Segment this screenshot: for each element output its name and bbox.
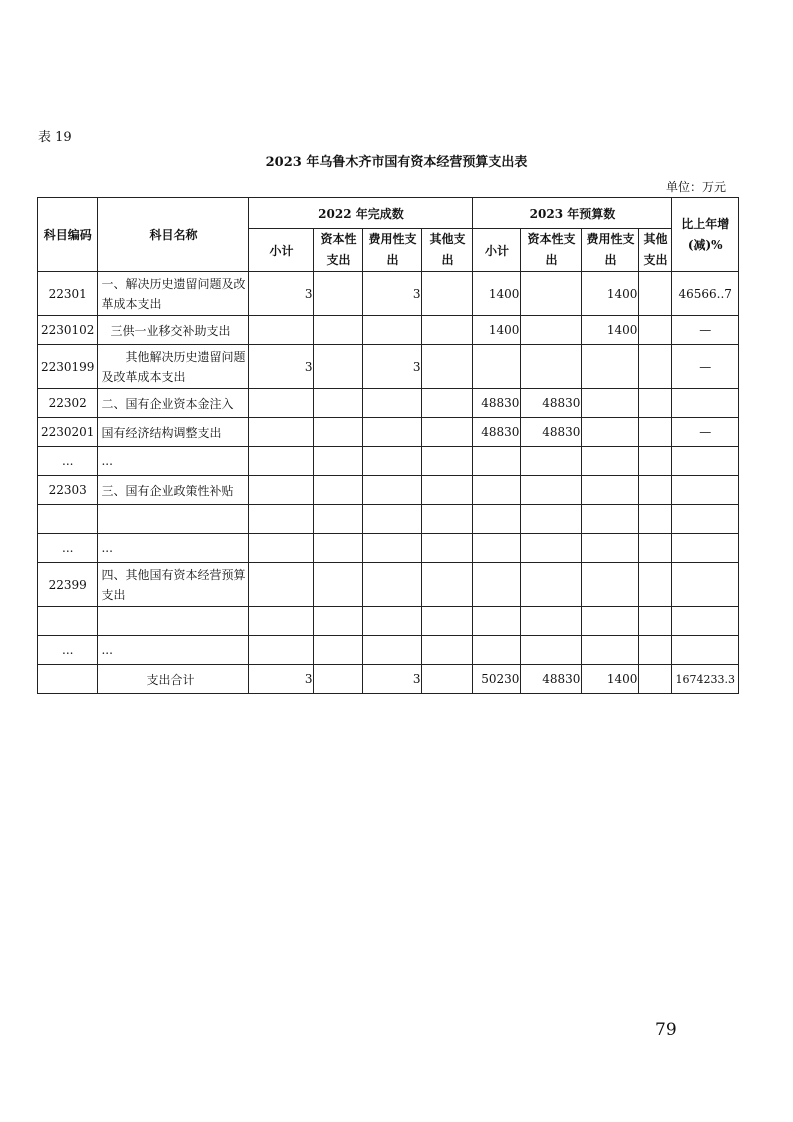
row-name: 三、国有企业政策性补贴 [98,476,249,505]
cell-2023-capital: 48830 [521,418,582,447]
cell-2022-total [249,534,314,563]
cell-change: — [672,418,739,447]
cell-2022-capital [314,505,363,534]
table-row [38,345,739,389]
table-label: 表 19 [38,130,72,145]
cell-2023-total: 1400 [473,316,521,345]
cell-2023-total [473,505,521,534]
cell-2023-capital [521,607,582,636]
cell-2023-capital [521,476,582,505]
cell-change [672,636,739,665]
cell-2022-total [249,563,314,607]
cell-2022-other [422,389,473,418]
cell-2022-other [422,418,473,447]
page-number: 79 [655,1020,677,1040]
row-name: 国有经济结构调整支出 [98,418,249,447]
cell-2022-total [249,447,314,476]
header-2023-other: 其他支出 [639,229,672,272]
cell-2023-other [639,476,672,505]
row-name: 一、解决历史遗留问题及改革成本支出 [98,272,249,316]
header-change: 比上年增(减)% [672,198,739,272]
cell-change [672,534,739,563]
header-2023-group: 2023 年预算数 [473,198,672,229]
cell-2023-capital [521,505,582,534]
cell-change [672,476,739,505]
cell-2023-other [639,534,672,563]
cell-2023-capital [521,534,582,563]
cell-2023-expense [582,534,639,563]
cell-2023-total [473,476,521,505]
row-name: ... [98,636,249,665]
cell-2023-total: 50230 [473,665,521,694]
cell-2022-capital [314,534,363,563]
cell-change [672,563,739,607]
cell-2023-capital [521,447,582,476]
cell-2023-total [473,447,521,476]
header-2023-capital: 资本性支出 [521,229,582,272]
cell-2022-total [249,316,314,345]
cell-change [672,447,739,476]
table-row [38,476,739,505]
cell-2023-expense [582,476,639,505]
cell-2022-expense [363,447,422,476]
cell-2022-total [249,505,314,534]
cell-2022-expense [363,418,422,447]
cell-2023-expense [582,447,639,476]
cell-2023-total: 48830 [473,389,521,418]
cell-2023-capital [521,272,582,316]
cell-2023-capital: 48830 [521,389,582,418]
cell-2023-other [639,389,672,418]
cell-change [672,389,739,418]
cell-2022-capital [314,447,363,476]
cell-2022-total: 3 [249,665,314,694]
cell-2022-total [249,389,314,418]
header-2022-expense: 费用性支出 [363,229,422,272]
cell-2023-expense: 1400 [582,316,639,345]
cell-2022-expense [363,563,422,607]
row-code [38,505,98,534]
cell-2022-capital [314,389,363,418]
cell-2023-total: 48830 [473,418,521,447]
cell-2022-other [422,447,473,476]
row-code [38,607,98,636]
cell-2022-capital [314,636,363,665]
row-name: ... [98,447,249,476]
cell-2023-capital: 48830 [521,665,582,694]
cell-2023-other [639,665,672,694]
row-name [98,505,249,534]
table-row [38,316,739,345]
cell-2023-other [639,345,672,389]
cell-change [672,607,739,636]
cell-2022-total [249,476,314,505]
row-code: ... [38,534,98,563]
cell-2022-capital [314,476,363,505]
cell-2023-expense [582,389,639,418]
row-name: 二、国有企业资本金注入 [98,389,249,418]
cell-2023-expense [582,505,639,534]
cell-2023-expense: 1400 [582,272,639,316]
cell-2022-total: 3 [249,272,314,316]
unit-label: 单位：万元 [665,180,726,194]
row-code: ... [38,447,98,476]
row-name: 四、其他国有资本经营预算支出 [98,563,249,607]
table-row [38,389,739,418]
cell-2022-expense [363,389,422,418]
row-code: 2230102 [38,316,98,345]
cell-2023-other [639,447,672,476]
table-row [38,563,739,607]
cell-2022-capital [314,272,363,316]
row-name: 三供一业移交补助支出 [98,316,249,345]
cell-2022-other [422,534,473,563]
cell-2022-other [422,345,473,389]
cell-2022-expense [363,636,422,665]
budget-table [37,197,739,694]
cell-2022-total: 3 [249,345,314,389]
cell-2023-capital [521,563,582,607]
header-2023-expense: 费用性支出 [582,229,639,272]
cell-2022-capital [314,345,363,389]
cell-change: 46566..7 [672,272,739,316]
cell-2022-expense: 3 [363,272,422,316]
header-name: 科目名称 [98,198,249,272]
row-code: 2230199 [38,345,98,389]
row-name: ... [98,534,249,563]
cell-2023-other [639,636,672,665]
cell-2023-total [473,636,521,665]
cell-2022-other [422,665,473,694]
cell-2023-other [639,418,672,447]
cell-2022-other [422,563,473,607]
cell-change [672,505,739,534]
table-row [38,505,739,534]
row-name: 其他解决历史遗留问题及改革成本支出 [98,345,249,389]
cell-2022-other [422,607,473,636]
cell-2022-capital [314,607,363,636]
cell-2022-other [422,316,473,345]
header-2022-other: 其他支出 [422,229,473,272]
cell-2022-expense [363,476,422,505]
row-code: 22399 [38,563,98,607]
cell-2023-expense [582,563,639,607]
cell-change: 1674233.3 [672,665,739,694]
cell-2022-capital [314,418,363,447]
cell-2022-other [422,476,473,505]
cell-2023-expense [582,607,639,636]
cell-2022-total [249,607,314,636]
row-name: 支出合计 [98,665,249,694]
cell-2023-other [639,563,672,607]
cell-2022-other [422,505,473,534]
cell-2023-capital [521,636,582,665]
header-2022-capital: 资本性支出 [314,229,363,272]
cell-2023-total: 1400 [473,272,521,316]
cell-2023-total [473,607,521,636]
cell-change: — [672,316,739,345]
page-title: 2023 年乌鲁木齐市国有资本经营预算支出表 [265,155,528,170]
cell-2022-expense [363,607,422,636]
table-row [38,636,739,665]
cell-2022-expense [363,505,422,534]
cell-2023-other [639,607,672,636]
cell-2023-total [473,563,521,607]
total-row [38,665,739,694]
table-row [38,418,739,447]
cell-2022-other [422,272,473,316]
table-row [38,447,739,476]
cell-2023-total [473,345,521,389]
row-code: 22301 [38,272,98,316]
row-code: 2230201 [38,418,98,447]
table-row [38,607,739,636]
cell-2022-capital [314,665,363,694]
cell-2022-expense [363,534,422,563]
header-2022-subtotal: 小计 [249,229,314,272]
row-name [98,607,249,636]
row-code [38,665,98,694]
table-row [38,272,739,316]
cell-2022-expense: 3 [363,665,422,694]
table-row [38,534,739,563]
row-code: ... [38,636,98,665]
cell-2023-other [639,505,672,534]
header-2022-group: 2022 年完成数 [249,198,473,229]
cell-2022-expense: 3 [363,345,422,389]
cell-2023-capital [521,316,582,345]
cell-2023-other [639,272,672,316]
cell-2022-total [249,418,314,447]
cell-2022-other [422,636,473,665]
cell-2023-expense [582,418,639,447]
cell-change: — [672,345,739,389]
cell-2023-total [473,534,521,563]
cell-2023-other [639,316,672,345]
cell-2023-capital [521,345,582,389]
cell-2022-total [249,636,314,665]
header-code: 科目编码 [38,198,98,272]
cell-2023-expense: 1400 [582,665,639,694]
cell-2022-expense [363,316,422,345]
cell-2023-expense [582,345,639,389]
row-code: 22303 [38,476,98,505]
cell-2022-capital [314,563,363,607]
row-code: 22302 [38,389,98,418]
cell-2022-capital [314,316,363,345]
header-2023-subtotal: 小计 [473,229,521,272]
cell-2023-expense [582,636,639,665]
